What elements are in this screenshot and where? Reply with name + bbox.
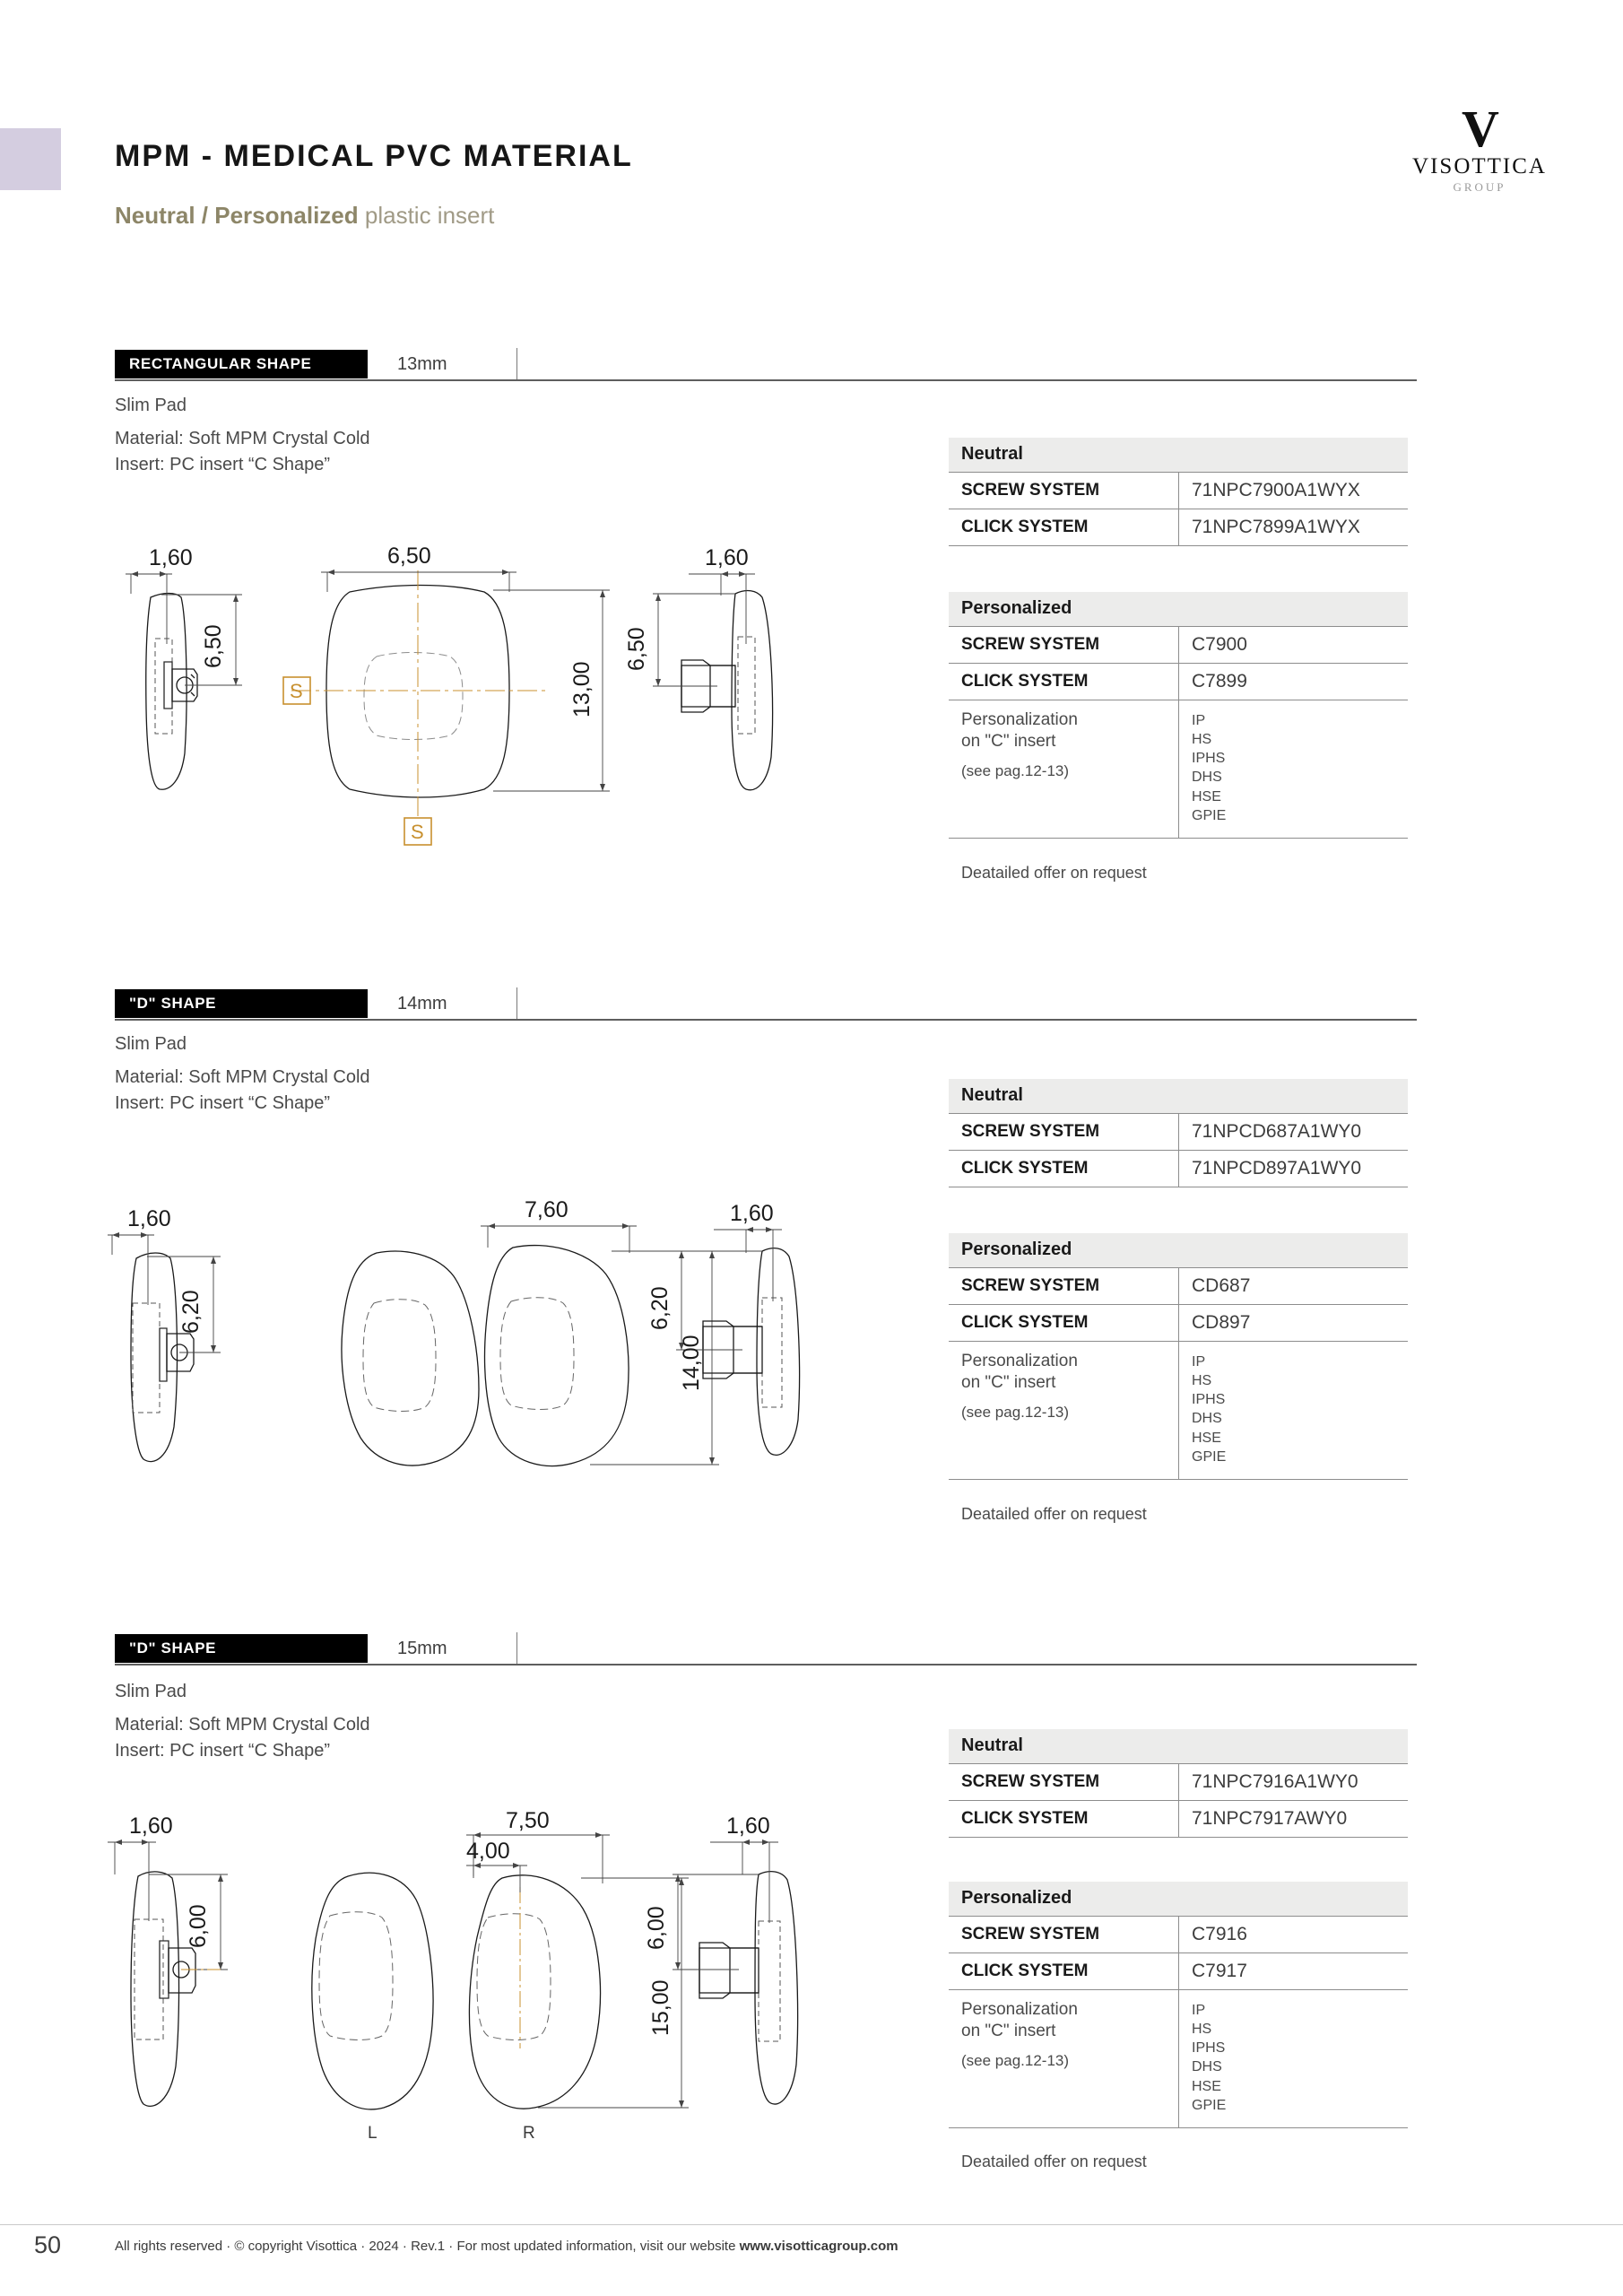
page-subtitle (115, 202, 494, 230)
option-item: DHS (1192, 1411, 1222, 1427)
option-item: GPIE (1192, 1448, 1227, 1465)
pad-label-right: R (523, 2124, 535, 2143)
row-label: CLICK SYSTEM (949, 509, 1179, 545)
row-value: 71NPCD897A1WY0 (1179, 1150, 1409, 1187)
dim-front-width: 7,60 (525, 1197, 568, 1222)
section-header-bar (115, 1634, 1417, 1663)
dim-front-width: 6,50 (387, 544, 431, 569)
section-size-label: 13mm (397, 353, 447, 374)
row-value: 71NPC7917AWY0 (1179, 1800, 1409, 1837)
row-value: 71NPC7899A1WYX (1179, 509, 1409, 545)
option-item: HSE (1192, 788, 1221, 804)
row-label: CLICK SYSTEM (949, 663, 1179, 700)
logo-v-mark: V (1462, 100, 1497, 158)
row-value: 71NPC7916A1WY0 (1179, 1763, 1409, 1800)
section-size-label: 15mm (397, 1638, 447, 1658)
dim-front-height: 13,00 (569, 661, 595, 718)
neutral-table-d14 (949, 1079, 1408, 1187)
option-item: GPIE (1192, 807, 1227, 823)
dim-front-height: 14,00 (679, 1335, 704, 1391)
option-item: IPHS (1192, 751, 1226, 767)
dim-front-offset: 4,00 (466, 1839, 510, 1864)
option-item: HS (1192, 731, 1212, 747)
table-row-personalization (949, 700, 1408, 839)
technical-drawing-d14 (108, 1188, 933, 1502)
row-value: CD687 (1179, 1267, 1409, 1304)
section-header-rule (115, 379, 1417, 381)
dim-side-right-width: 1,60 (705, 545, 749, 570)
footer-rule (0, 2224, 1623, 2225)
table-row (949, 1952, 1408, 1989)
section-description (115, 1031, 370, 1116)
option-item: HS (1192, 1372, 1212, 1388)
row-value: 71NPCD687A1WY0 (1179, 1113, 1409, 1150)
row-label: SCREW SYSTEM (949, 1916, 1179, 1952)
section-marker-bottom-label: S (411, 821, 424, 843)
personalization-line-2: on "C" insert (961, 732, 1056, 752)
section-description (115, 1679, 370, 1763)
neutral-table-title: Neutral (949, 438, 1408, 472)
page-corner-tab (0, 128, 61, 190)
dim-side-right-width: 1,60 (726, 1813, 770, 1839)
row-value: C7916 (1179, 1916, 1409, 1952)
section-header-divider (516, 987, 517, 1020)
personalized-table-rectangular (949, 592, 1408, 839)
offer-note: Deatailed offer on request (961, 1505, 1147, 1523)
desc-line-3: Insert: PC insert “C Shape” (115, 1092, 331, 1113)
personalization-line-2: on "C" insert (961, 1373, 1056, 1393)
personalization-label (949, 700, 1179, 839)
row-label: CLICK SYSTEM (949, 1150, 1179, 1187)
desc-line-1: Slim Pad (115, 1034, 187, 1054)
row-label: SCREW SYSTEM (949, 472, 1179, 509)
desc-line-2: Material: Soft MPM Crystal Cold (115, 1067, 370, 1088)
personalization-line-1: Personalization (961, 709, 1078, 729)
option-item: GPIE (1192, 2097, 1227, 2113)
personalization-page-ref: (see pag.12-13) (961, 1403, 1070, 1421)
dim-front-width: 7,50 (506, 1808, 550, 1833)
dim-side-left-width: 1,60 (149, 545, 193, 570)
personalization-options (1179, 1989, 1409, 2128)
table-row (949, 1763, 1408, 1800)
section-shape-tag: "D" SHAPE (115, 989, 368, 1018)
offer-note: Deatailed offer on request (961, 864, 1147, 882)
dim-side-right-height: 6,50 (624, 627, 649, 671)
table-row-personalization (949, 1989, 1408, 2128)
row-label: SCREW SYSTEM (949, 626, 1179, 663)
logo-group-text: GROUP (1453, 180, 1506, 195)
logo-wordmark: VISOTTICA (1412, 154, 1547, 179)
dim-side-left-height: 6,00 (186, 1904, 211, 1948)
section-header-bar (115, 350, 1417, 378)
section-description (115, 393, 370, 477)
footer-copyright (115, 2239, 898, 2254)
option-item: HS (1192, 2021, 1212, 2037)
dim-front-height: 15,00 (648, 1979, 673, 2036)
option-item: DHS (1192, 2059, 1222, 2075)
table-row (949, 1916, 1408, 1952)
row-label: SCREW SYSTEM (949, 1763, 1179, 1800)
option-item: IPHS (1192, 2040, 1226, 2057)
row-label: CLICK SYSTEM (949, 1800, 1179, 1837)
personalized-table-d15 (949, 1882, 1408, 2128)
row-value: 71NPC7900A1WYX (1179, 472, 1409, 509)
table-row (949, 626, 1408, 663)
personalization-page-ref: (see pag.12-13) (961, 761, 1070, 779)
section-shape-tag: RECTANGULAR SHAPE (115, 350, 368, 378)
option-item: IPHS (1192, 1392, 1226, 1408)
desc-line-1: Slim Pad (115, 1682, 187, 1701)
footer-website: www.visotticagroup.com (739, 2239, 898, 2254)
visottica-logo (1399, 100, 1560, 195)
personalization-page-ref: (see pag.12-13) (961, 2051, 1070, 2069)
section-size-label: 14mm (397, 993, 447, 1013)
row-label: CLICK SYSTEM (949, 1952, 1179, 1989)
option-item: HSE (1192, 2078, 1221, 2094)
section-header-divider (516, 1632, 517, 1665)
row-label: CLICK SYSTEM (949, 1304, 1179, 1341)
row-value: CD897 (1179, 1304, 1409, 1341)
desc-line-2: Material: Soft MPM Crystal Cold (115, 1715, 370, 1735)
desc-line-1: Slim Pad (115, 396, 187, 415)
section-header-bar (115, 989, 1417, 1018)
desc-line-3: Insert: PC insert “C Shape” (115, 1740, 331, 1761)
personalization-line-1: Personalization (961, 1351, 1078, 1370)
offer-note: Deatailed offer on request (961, 2152, 1147, 2170)
table-row (949, 1150, 1408, 1187)
option-item: HSE (1192, 1430, 1221, 1446)
table-row (949, 1113, 1408, 1150)
personalized-table-d14 (949, 1233, 1408, 1480)
subtitle-light: plastic insert (364, 202, 495, 229)
page-number: 50 (34, 2231, 62, 2258)
dim-side-right-width: 1,60 (730, 1201, 774, 1226)
personalization-line-2: on "C" insert (961, 2022, 1056, 2041)
section-header-rule (115, 1664, 1417, 1665)
table-row (949, 1800, 1408, 1837)
row-value: C7917 (1179, 1952, 1409, 1989)
page-title: MPM - MEDICAL PVC MATERIAL (115, 139, 633, 173)
row-label: SCREW SYSTEM (949, 1267, 1179, 1304)
personalized-table-title: Personalized (949, 592, 1408, 626)
section-header-divider (516, 348, 517, 380)
dim-side-right-height: 6,00 (644, 1906, 669, 1950)
row-label: SCREW SYSTEM (949, 1113, 1179, 1150)
footer-copyright-text: All rights reserved · © copyright Visottica · 2024 · Rev.1 · For most updated information, visit our website (115, 2239, 740, 2254)
table-row (949, 1267, 1408, 1304)
personalized-table-title: Personalized (949, 1233, 1408, 1267)
pad-label-left: L (368, 2124, 378, 2143)
option-item: IP (1192, 712, 1206, 728)
section-shape-tag: "D" SHAPE (115, 1634, 368, 1663)
table-row (949, 663, 1408, 700)
dim-side-left-width: 1,60 (127, 1206, 171, 1231)
dim-side-left-height: 6,50 (201, 624, 226, 668)
option-item: IP (1192, 1353, 1206, 1370)
personalization-label (949, 1989, 1179, 2128)
neutral-table-rectangular (949, 438, 1408, 546)
personalized-table-title: Personalized (949, 1882, 1408, 1916)
section-header-rule (115, 1019, 1417, 1021)
table-row (949, 1304, 1408, 1341)
row-value: C7899 (1179, 663, 1409, 700)
dim-side-right-height: 6,20 (647, 1286, 673, 1330)
subtitle-bold: Neutral / Personalized (115, 202, 359, 229)
table-row (949, 472, 1408, 509)
option-item: DHS (1192, 770, 1222, 786)
technical-drawing-d15 (108, 1808, 933, 2163)
table-row (949, 509, 1408, 545)
dim-side-left-width: 1,60 (129, 1813, 173, 1839)
neutral-table-title: Neutral (949, 1729, 1408, 1763)
personalization-line-1: Personalization (961, 1999, 1078, 2019)
personalization-options (1179, 700, 1409, 839)
neutral-table-title: Neutral (949, 1079, 1408, 1113)
section-marker-bottom (404, 818, 431, 845)
option-item: IP (1192, 2002, 1206, 2018)
technical-drawing-rectangular (108, 538, 915, 843)
section-marker-left-label: S (290, 680, 303, 702)
dim-side-left-height: 6,20 (178, 1290, 204, 1334)
desc-line-2: Material: Soft MPM Crystal Cold (115, 429, 370, 449)
table-row-personalization (949, 1341, 1408, 1480)
row-value: C7900 (1179, 626, 1409, 663)
neutral-table-d15 (949, 1729, 1408, 1838)
desc-line-3: Insert: PC insert “C Shape” (115, 454, 331, 474)
personalization-options (1179, 1341, 1409, 1480)
personalization-label (949, 1341, 1179, 1480)
